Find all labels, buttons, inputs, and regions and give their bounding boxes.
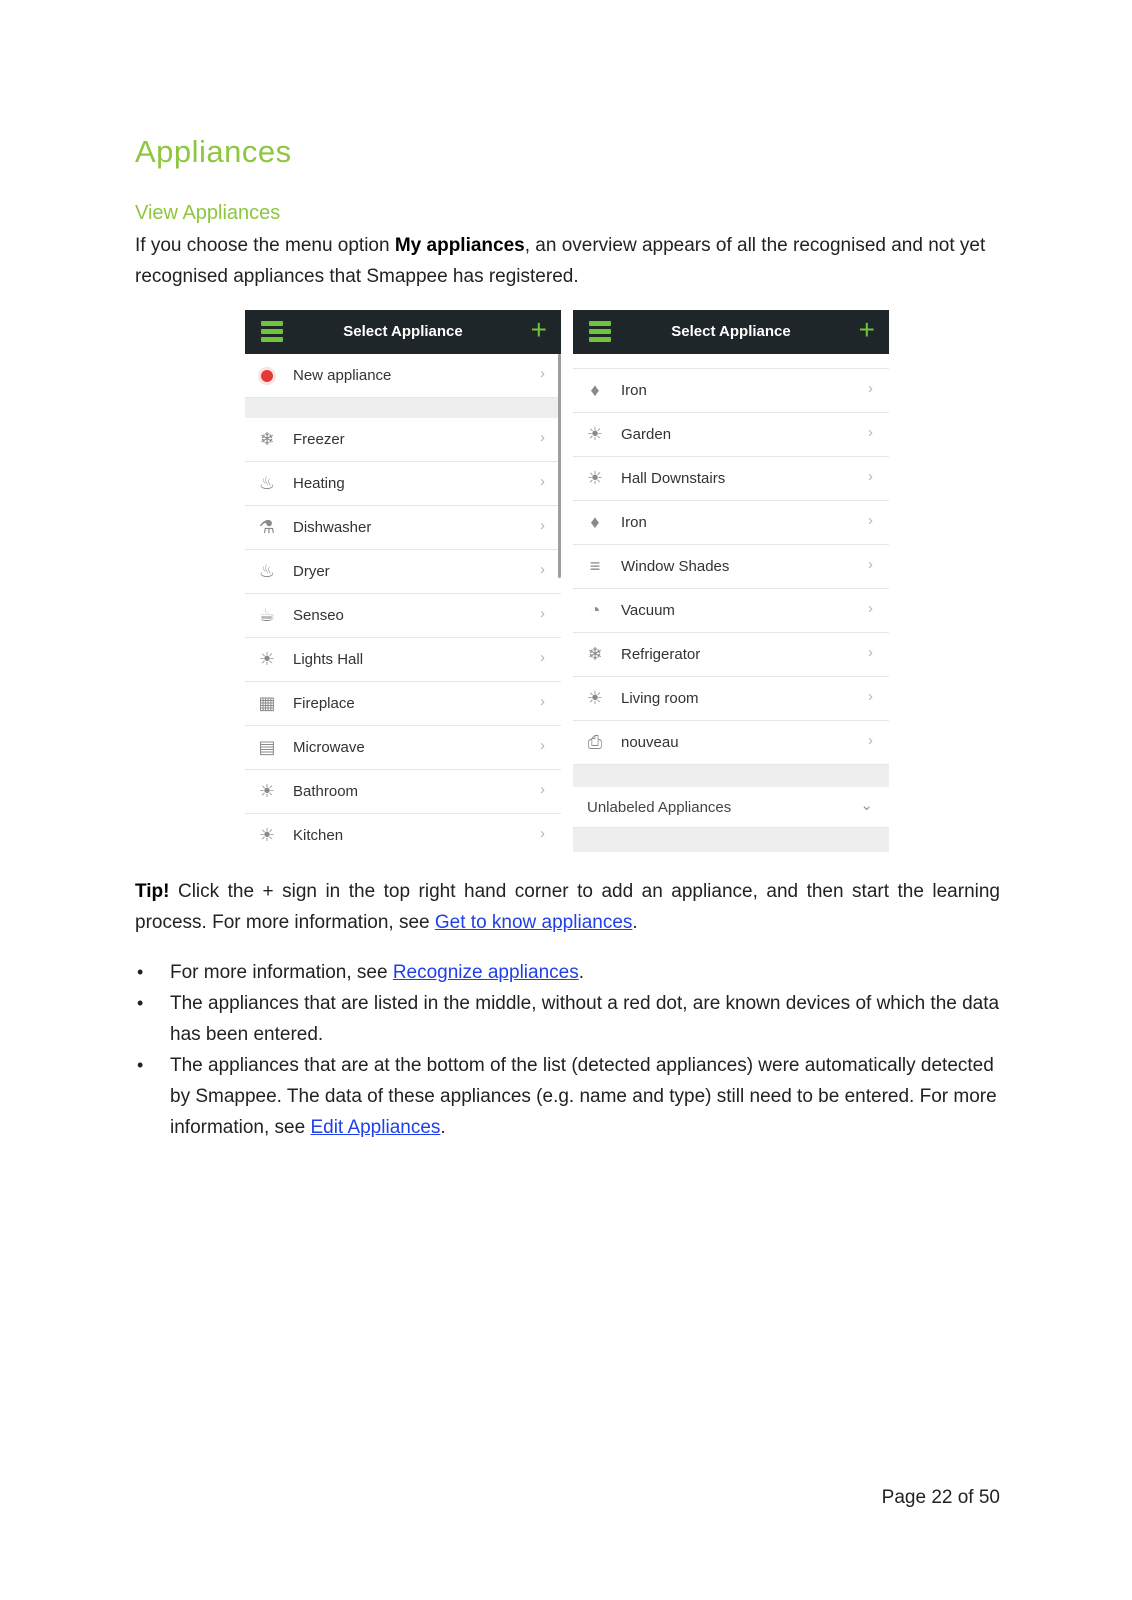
chevron-right-icon: › xyxy=(540,781,545,798)
intro-before: If you choose the menu option xyxy=(135,235,395,256)
appliance-row[interactable] xyxy=(573,369,889,413)
microwave-icon: ▤ xyxy=(258,737,276,757)
appliance-row[interactable] xyxy=(245,506,561,550)
bullet-text: The appliances that are listed in the middle, without a red dot, are known devices of which the data has been entered. xyxy=(170,993,1000,1045)
screenshot-right xyxy=(573,310,889,852)
tip-text: Click the + sign in the top right hand corner to add an appliance, and then start the learning process. For more information, see xyxy=(135,881,1000,933)
bullet-list xyxy=(135,957,1005,1143)
appliance-list-left xyxy=(245,418,561,852)
section-subheading: View Appliances xyxy=(135,202,281,224)
list-item-label: Bathroom xyxy=(293,783,359,800)
bulb-icon: ☀ xyxy=(586,424,604,444)
bullet-end: . xyxy=(578,962,584,983)
list-item-label: Hall Downstairs xyxy=(621,470,726,487)
intro-after: , an overview appears of all the recognised and not yet recognised appliances that Smappee has registered. xyxy=(135,235,986,287)
appliance-row[interactable] xyxy=(573,501,889,545)
snowflake-icon: ❄ xyxy=(587,644,603,664)
edit-appliances-link[interactable]: Edit Appliances xyxy=(310,1117,441,1138)
intro-paragraph xyxy=(135,230,1000,292)
bulb-icon: ☀ xyxy=(258,781,276,801)
bullet-item xyxy=(135,957,1005,988)
add-appliance-icon[interactable]: + xyxy=(530,314,547,345)
appliance-row[interactable] xyxy=(245,418,561,462)
tip-end: . xyxy=(632,912,638,933)
tip-label: Tip! xyxy=(135,881,170,902)
list-item-label: nouveau xyxy=(621,734,679,751)
printer-icon: ⎙ xyxy=(587,732,603,752)
chevron-right-icon: › xyxy=(868,556,873,573)
iron-icon: ♦ xyxy=(590,380,600,400)
bulb-icon: ☀ xyxy=(586,688,604,708)
unlabeled-appliances-row[interactable] xyxy=(573,787,889,828)
chevron-right-icon: › xyxy=(540,649,545,666)
chevron-right-icon: › xyxy=(868,732,873,749)
appliance-row[interactable] xyxy=(573,633,889,677)
bullet-text: The appliances that are at the bottom of the list (detected appliances) were automatically detected by Smappee. The data of these appliances (e.g. name and type) still need to be entered. For more information, see xyxy=(170,1055,997,1138)
chevron-right-icon: › xyxy=(540,473,545,490)
list-item-label: Freezer xyxy=(293,431,345,448)
snowflake-icon: ❄ xyxy=(259,429,275,449)
chevron-right-icon: › xyxy=(868,688,873,705)
bulb-icon: ☀ xyxy=(586,468,604,488)
chevron-right-icon: › xyxy=(540,365,545,382)
add-appliance-icon[interactable]: + xyxy=(858,314,875,345)
bulb-icon: ☀ xyxy=(258,649,276,669)
iron-icon: ♦ xyxy=(590,512,600,532)
unlabeled-appliances-label: Unlabeled Appliances xyxy=(587,798,732,816)
appliance-row[interactable] xyxy=(573,721,889,765)
list-item-label: Iron xyxy=(621,514,647,531)
new-appliance-row[interactable] xyxy=(245,354,561,398)
recognize-appliances-link[interactable]: Recognize appliances xyxy=(392,962,579,983)
chevron-right-icon: › xyxy=(540,605,545,622)
heating-icon: ♨ xyxy=(258,473,276,493)
page-number: Page 22 of 50 xyxy=(881,1487,1000,1508)
appliance-row[interactable] xyxy=(573,413,889,457)
bullet-end: . xyxy=(440,1117,446,1138)
appliance-row[interactable] xyxy=(573,457,889,501)
chevron-right-icon: › xyxy=(540,825,545,842)
chevron-right-icon: › xyxy=(868,644,873,661)
appliance-row[interactable] xyxy=(245,682,561,726)
appliance-row[interactable] xyxy=(573,677,889,721)
list-item-label: Window Shades xyxy=(621,558,730,575)
list-item-label: Dishwasher xyxy=(293,519,372,536)
app-bar xyxy=(573,310,889,354)
bullet-item xyxy=(135,988,1005,1050)
chevron-right-icon: › xyxy=(540,429,545,446)
section-divider xyxy=(573,765,889,787)
list-top-edge xyxy=(573,354,889,369)
get-to-know-appliances-link[interactable]: Get to know appliances xyxy=(434,912,633,933)
page-heading: Appliances xyxy=(135,134,292,169)
list-item-label: Dryer xyxy=(293,563,330,580)
empty-section xyxy=(573,828,889,852)
chevron-down-icon: ⌄ xyxy=(860,797,873,814)
scrollbar[interactable] xyxy=(558,354,561,578)
chevron-right-icon: › xyxy=(868,424,873,441)
appliance-row[interactable] xyxy=(573,545,889,589)
appliance-row[interactable] xyxy=(573,589,889,633)
list-item-label: Garden xyxy=(621,426,672,443)
chevron-right-icon: › xyxy=(868,380,873,397)
appliance-row[interactable] xyxy=(245,638,561,682)
appliance-row[interactable] xyxy=(245,770,561,814)
chevron-right-icon: › xyxy=(540,517,545,534)
appliance-row[interactable] xyxy=(245,550,561,594)
appliance-row[interactable] xyxy=(245,462,561,506)
screenshot-left xyxy=(245,310,561,852)
bullet-item xyxy=(135,1050,1005,1143)
vacuum-icon: ◔ xyxy=(589,600,601,620)
list-item-label: Microwave xyxy=(293,739,365,756)
chevron-right-icon: › xyxy=(540,737,545,754)
list-item-label: Vacuum xyxy=(621,602,675,619)
appliance-row[interactable] xyxy=(245,814,561,852)
list-item-label: Heating xyxy=(293,475,345,492)
bulb-icon: ☀ xyxy=(258,825,276,845)
chevron-right-icon: › xyxy=(540,693,545,710)
shades-icon: ≡ xyxy=(589,556,601,576)
fireplace-icon: ▦ xyxy=(258,693,276,713)
chevron-right-icon: › xyxy=(868,600,873,617)
appliance-row[interactable] xyxy=(245,726,561,770)
dryer-icon: ♨ xyxy=(258,561,276,581)
section-divider xyxy=(245,398,561,418)
app-bar-title: Select Appliance xyxy=(671,323,791,340)
intro-bold-menu-option: My appliances xyxy=(394,235,525,256)
appliance-list-right xyxy=(573,369,889,765)
chevron-right-icon: › xyxy=(868,468,873,485)
list-item-label: Refrigerator xyxy=(621,646,701,663)
list-item-label: New appliance xyxy=(293,367,392,384)
appliance-row[interactable] xyxy=(245,594,561,638)
list-item-label: Lights Hall xyxy=(293,651,364,668)
list-item-label: Kitchen xyxy=(293,827,344,844)
list-item-label: Living room xyxy=(621,690,699,707)
chevron-right-icon: › xyxy=(540,561,545,578)
app-bar xyxy=(245,310,561,354)
list-item-label: Fireplace xyxy=(293,695,355,712)
app-bar-title: Select Appliance xyxy=(343,323,463,340)
coffee-cup-icon: ☕ xyxy=(258,605,276,625)
list-item-label: Senseo xyxy=(293,607,344,624)
list-item-label: Iron xyxy=(621,382,647,399)
red-dot-icon xyxy=(255,364,279,388)
chevron-right-icon: › xyxy=(868,512,873,529)
dishwasher-icon: ⚗ xyxy=(258,517,276,537)
bullet-text: For more information, see xyxy=(170,962,393,983)
tip-paragraph xyxy=(135,876,1000,938)
